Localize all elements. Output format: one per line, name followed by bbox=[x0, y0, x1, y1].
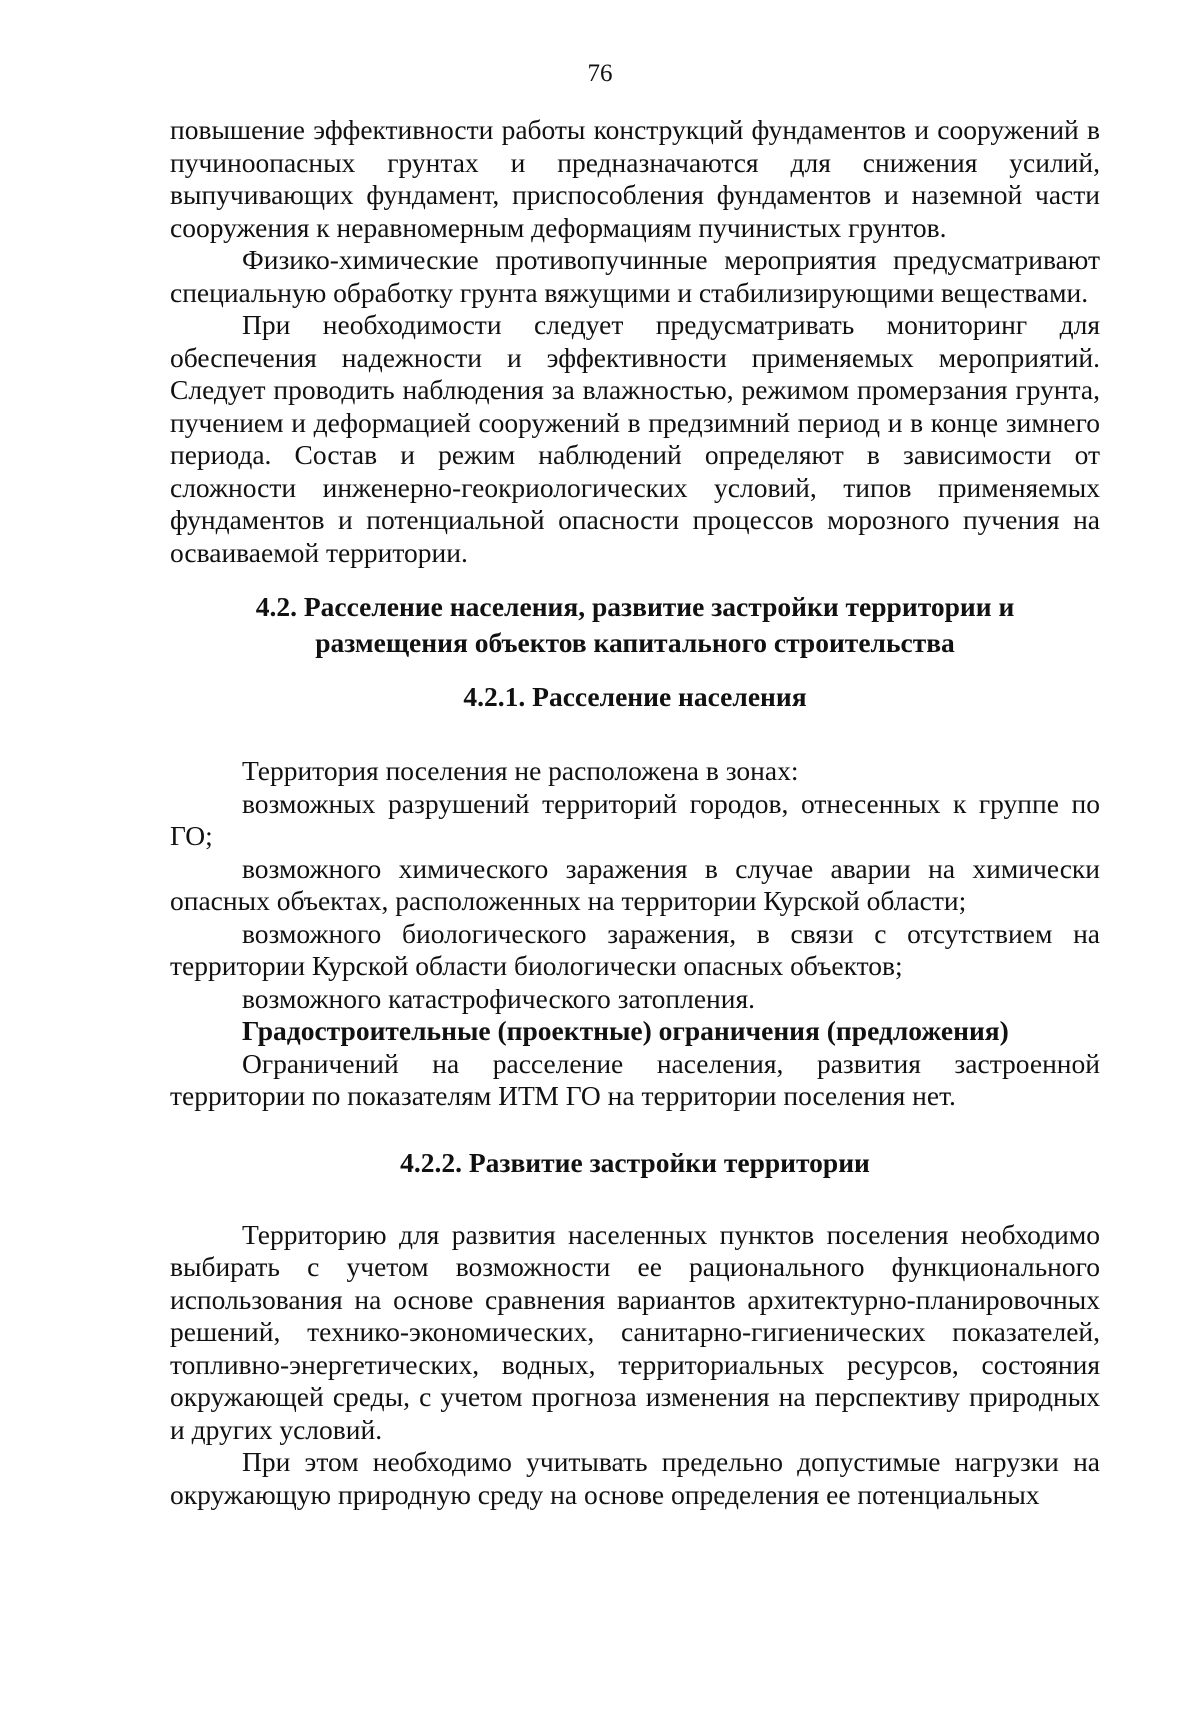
section-4-2-2-paragraph-2: При этом необходимо учитывать предельно допустимые нагрузки на окружающую природную среду на основе определения ее потенциальных bbox=[170, 1446, 1100, 1510]
document-body bbox=[170, 114, 1100, 1511]
section-4-2-1-heading: 4.2.1. Расселение населения bbox=[463, 681, 807, 712]
section-4-2-heading bbox=[170, 589, 1100, 661]
section-4-2-2-paragraph-1: Территорию для развития населенных пунктов поселения необходимо выбирать с учетом возможности ее рационального функционального использования на основе сравнения вариантов архитектурно-планировочных решений, технико-экономических, санитарно-гигиенических показателей, топливно-энергетических, водных, территориальных ресурсов, состояния окружающей среды, с учетом прогноза изменения на перспективу природных и других условий. bbox=[170, 1218, 1100, 1445]
section-4-2-1-paragraph-5: возможного катастрофического затопления. bbox=[242, 982, 755, 1014]
intro-paragraph-1: повышение эффективности работы конструкций фундаментов и сооружений в пучиноопасных грунтах и предназначаются для снижения усилий, выпучивающих фундамент, приспособления фундаментов и наземной части сооружения к неравномерным деформациям пучинистых грунтов. bbox=[170, 114, 1100, 243]
section-4-2-1-paragraph-6: Ограничений на расселение населения, развития застроенной территории по показателям ИТМ ГО на территории поселения нет. bbox=[170, 1047, 1100, 1111]
section-4-2-1-paragraph-2: возможных разрушений территорий городов, отнесенных к группе по ГО; bbox=[170, 787, 1100, 851]
section-4-2-1-paragraph-1: Территория поселения не расположена в зонах: bbox=[242, 755, 799, 786]
page-number: 76 bbox=[587, 60, 613, 87]
intro-paragraph-2: Физико-химические противопучинные мероприятия предусматривают специальную обработку грунта вяжущими и стабилизирующими веществами. bbox=[170, 244, 1100, 308]
intro-paragraph-3: При необходимости следует предусматривать мониторинг для обеспечения надежности и эффективности применяемых мероприятий. Следует проводить наблюдения за влажностью, режимом промерзания грунта, пучением и деформацией сооружений в предзимний период и в конце зимнего периода. Состав и режим наблюдений определяют в зависимости от сложности инженерно-геокриологических условий, типов применяемых фундаментов и потенциальной опасности процессов морозного пучения на осваиваемой территории. bbox=[170, 309, 1100, 568]
section-4-2-title-line-2: размещения объектов капитального строительства bbox=[315, 627, 955, 658]
section-4-2-1-paragraph-3: возможного химического заражения в случае аварии на химически опасных объектах, расположенных на территории Курской области; bbox=[170, 852, 1100, 916]
urban-planning-restrictions-heading: Градостроительные (проектные) ограничения (предложения) bbox=[242, 1015, 1009, 1046]
section-4-2-1-paragraph-4: возможного биологического заражения, в связи с отсутствием на территории Курской области биологически опасных объектов; bbox=[170, 917, 1100, 981]
section-4-2-title-line-1: 4.2. Расселение населения, развитие застройки территории и bbox=[255, 591, 1015, 622]
section-4-2-2-heading: 4.2.2. Развитие застройки территории bbox=[400, 1146, 870, 1178]
